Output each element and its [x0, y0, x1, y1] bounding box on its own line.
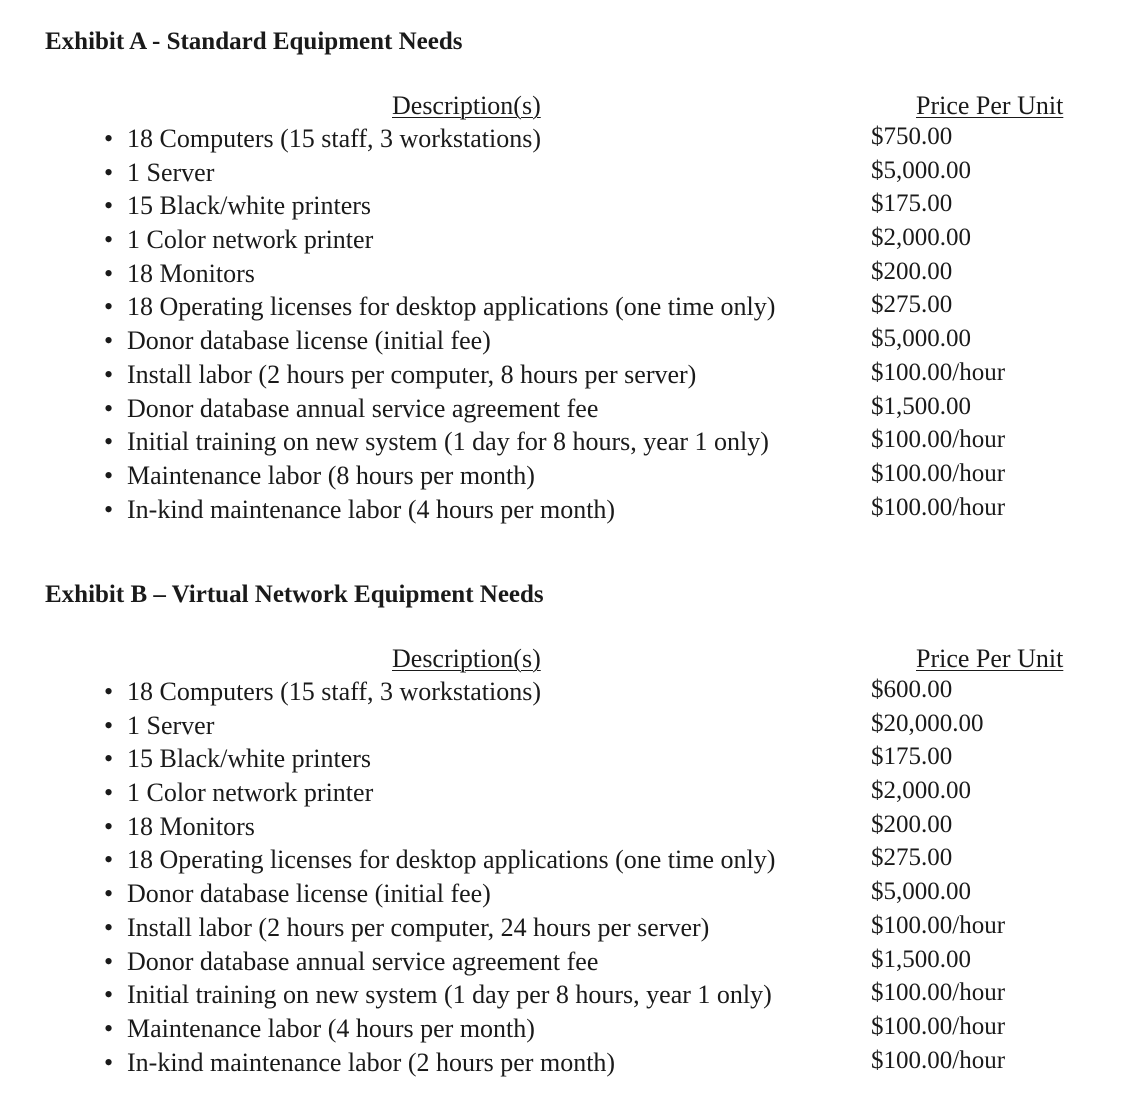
bullet-icon: •	[104, 157, 114, 187]
item-price: $2,000.00	[871, 777, 971, 805]
list-item	[0, 493, 1124, 527]
bullet-icon: •	[104, 292, 114, 322]
list-item	[0, 459, 1124, 493]
item-description: Maintenance labor (4 hours per month)	[127, 1013, 535, 1043]
item-description: 15 Black/white printers	[127, 191, 372, 221]
item-price: $5,000.00	[871, 325, 971, 353]
item-price: $5,000.00	[871, 878, 971, 906]
bullet-icon: •	[104, 124, 114, 153]
item-description: 1 Color network printer	[127, 778, 374, 808]
item-description: In-kind maintenance labor (2 hours per month)	[127, 1047, 616, 1077]
list-item	[0, 810, 1124, 844]
item-description: Maintenance labor (8 hours per month)	[127, 460, 535, 490]
item-description: Donor database license (initial fee)	[127, 879, 491, 909]
item-price: $100.00/hour	[871, 426, 1006, 454]
exhibit-b-description-header: Description(s)	[392, 644, 541, 673]
bullet-icon: •	[104, 191, 114, 221]
list-item	[0, 843, 1124, 877]
list-item	[0, 122, 1124, 156]
item-description: In-kind maintenance labor (4 hours per month)	[127, 494, 616, 524]
bullet-icon: •	[104, 460, 114, 490]
list-item	[0, 709, 1124, 743]
exhibit-b-title: Exhibit B – Virtual Network Equipment Needs	[45, 581, 544, 608]
list-item	[0, 1012, 1124, 1046]
list-item	[0, 425, 1124, 459]
item-description: Install labor (2 hours per computer, 8 hours per server)	[127, 359, 697, 389]
bullet-icon: •	[104, 912, 114, 942]
item-description: 18 Monitors	[127, 811, 255, 841]
list-item	[0, 776, 1124, 810]
item-description: Initial training on new system (1 day per 8 hours, year 1 only)	[127, 980, 772, 1010]
exhibit-a-description-header: Description(s)	[392, 91, 541, 120]
item-price: $1,500.00	[871, 392, 971, 420]
bullet-icon: •	[104, 677, 114, 706]
bullet-icon: •	[104, 225, 114, 255]
bullet-icon: •	[104, 427, 114, 457]
item-description: Donor database license (initial fee)	[127, 326, 491, 356]
bullet-icon: •	[104, 744, 114, 774]
item-price: $175.00	[871, 190, 953, 218]
item-price: $600.00	[871, 676, 953, 703]
bullet-icon: •	[104, 258, 114, 288]
list-item	[0, 877, 1124, 911]
list-item	[0, 290, 1124, 324]
item-description: Install labor (2 hours per computer, 24 hours per server)	[127, 912, 710, 942]
item-price: $100.00/hour	[871, 979, 1006, 1007]
bullet-icon: •	[104, 710, 114, 740]
bullet-icon: •	[104, 946, 114, 976]
bullet-icon: •	[104, 393, 114, 423]
exhibit-a-item-list	[0, 122, 1124, 526]
item-price: $275.00	[871, 291, 953, 319]
item-price: $200.00	[871, 810, 953, 838]
bullet-icon: •	[104, 359, 114, 389]
item-price: $5,000.00	[871, 156, 971, 184]
bullet-icon: •	[104, 494, 114, 524]
item-description: 18 Monitors	[127, 258, 255, 288]
item-price: $100.00/hour	[871, 1046, 1006, 1074]
exhibit-b-item-list	[0, 675, 1124, 1079]
item-description: 1 Server	[127, 157, 215, 187]
item-description: 18 Computers (15 staff, 3 workstations)	[127, 677, 542, 706]
exhibit-b-price-header: Price Per Unit	[916, 644, 1064, 673]
item-description: Donor database annual service agreement fee	[127, 393, 599, 423]
item-price: $1,500.00	[871, 945, 971, 973]
list-item	[0, 675, 1124, 709]
bullet-icon: •	[104, 811, 114, 841]
bullet-icon: •	[104, 778, 114, 808]
item-description: 18 Computers (15 staff, 3 workstations)	[127, 124, 542, 153]
item-price: $100.00/hour	[871, 459, 1006, 487]
bullet-icon: •	[104, 326, 114, 356]
item-price: $275.00	[871, 844, 953, 872]
item-description: Initial training on new system (1 day for 8 hours, year 1 only)	[127, 427, 769, 457]
item-description: 1 Color network printer	[127, 225, 374, 255]
item-price: $100.00/hour	[871, 358, 1006, 386]
list-item	[0, 945, 1124, 979]
list-item	[0, 1046, 1124, 1080]
item-price: $100.00/hour	[871, 1012, 1006, 1040]
item-price: $100.00/hour	[871, 493, 1006, 521]
item-price: $2,000.00	[871, 224, 971, 252]
item-description: 15 Black/white printers	[127, 744, 372, 774]
list-item	[0, 156, 1124, 190]
item-description: 18 Operating licenses for desktop applications (one time only)	[127, 845, 776, 875]
bullet-icon: •	[104, 1013, 114, 1043]
bullet-icon: •	[104, 980, 114, 1010]
item-price: $100.00/hour	[871, 911, 1006, 939]
item-price: $200.00	[871, 257, 953, 285]
bullet-icon: •	[104, 845, 114, 875]
list-item	[0, 911, 1124, 945]
list-item	[0, 392, 1124, 426]
item-price: $20,000.00	[871, 709, 984, 737]
item-description: 1 Server	[127, 710, 215, 740]
list-item	[0, 978, 1124, 1012]
item-price: $175.00	[871, 743, 953, 771]
list-item	[0, 223, 1124, 257]
list-item	[0, 324, 1124, 358]
list-item	[0, 742, 1124, 776]
item-description: Donor database annual service agreement fee	[127, 946, 599, 976]
list-item	[0, 358, 1124, 392]
item-description: 18 Operating licenses for desktop applications (one time only)	[127, 292, 776, 322]
list-item	[0, 189, 1124, 223]
item-price: $750.00	[871, 123, 953, 150]
list-item	[0, 257, 1124, 291]
exhibit-a-price-header: Price Per Unit	[916, 91, 1064, 120]
bullet-icon: •	[104, 879, 114, 909]
exhibit-a-title: Exhibit A - Standard Equipment Needs	[45, 28, 463, 55]
bullet-icon: •	[104, 1047, 114, 1077]
